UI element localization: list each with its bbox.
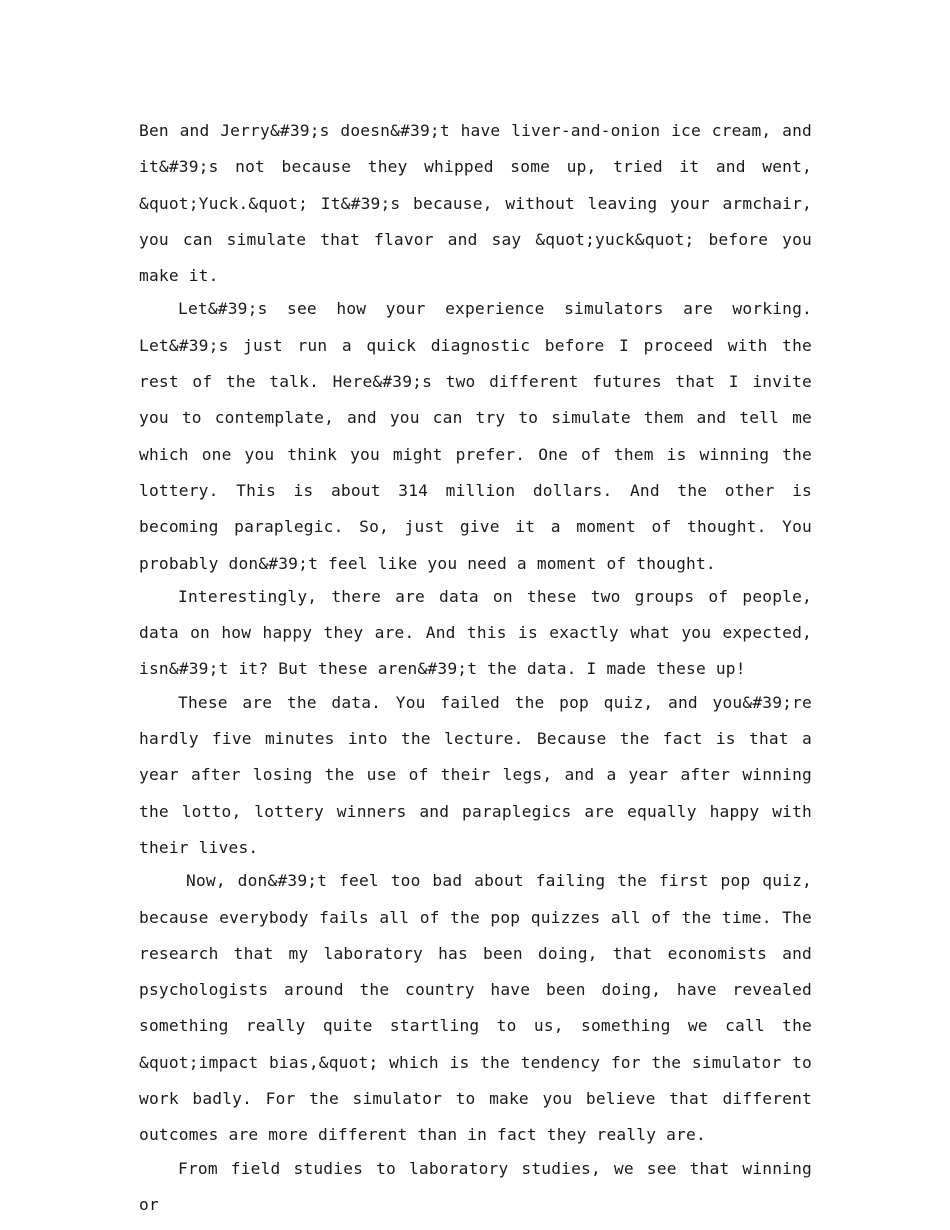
paragraph-field-studies: From field studies to laboratory studies, we see that winning or — [139, 1158, 822, 1214]
paragraph-pop-quiz: These are the data. You failed the pop quiz, and you&#39;re hardly five minutes into the lecture. Because the fact is that a year after losing the use of their legs, and a year after winning the lotto, lottery winners and paraplegics are equally happy with their lives. — [139, 692, 822, 857]
paragraph-happiness-data: Interestingly, there are data on these two groups of people, data on how happy they are. And this is exactly what you expected, isn&#39;t it? But these aren&#39;t the data. I made these up! — [139, 586, 822, 679]
paragraph-experience-simulators: Let&#39;s see how your experience simulators are working. Let&#39;s just run a quick diagnostic before I proceed with the rest of the talk. Here&#39;s two different futures that I invite you to contemplate, and you can try to simulate them and tell me which one you think you might prefer. One of them is winning the lottery. This is about 314 million dollars. And the other is becoming paraplegic. So, just give it a moment of thought. You probably don&#39;t feel like you need a moment of thought. — [139, 299, 822, 573]
paragraph-ben-and-jerrys: Ben and Jerry&#39;s doesn&#39;t have liver-and-onion ice cream, and it&#39;s not because they whipped some up, tried it and went, &quot;Yuck.&quot; It&#39;s because, without leaving your armchair, you can simulate that flavor and say &quot;yuck&quot; before you make it. — [139, 121, 822, 286]
paragraph-impact-bias: Now, don&#39;t feel too bad about failing the first pop quiz, because everybody fails all of the pop quizzes all of the time. The research that my laboratory has been doing, that economists and psychologists around the country have been doing, have revealed something really quite startling to us, something we call the &quot;impact bias,&quot; which is the tendency for the simulator to work badly. For the simulator to make you believe that different outcomes are more different than in fact they really are. — [139, 871, 822, 1145]
document-body — [139, 113, 822, 1220]
